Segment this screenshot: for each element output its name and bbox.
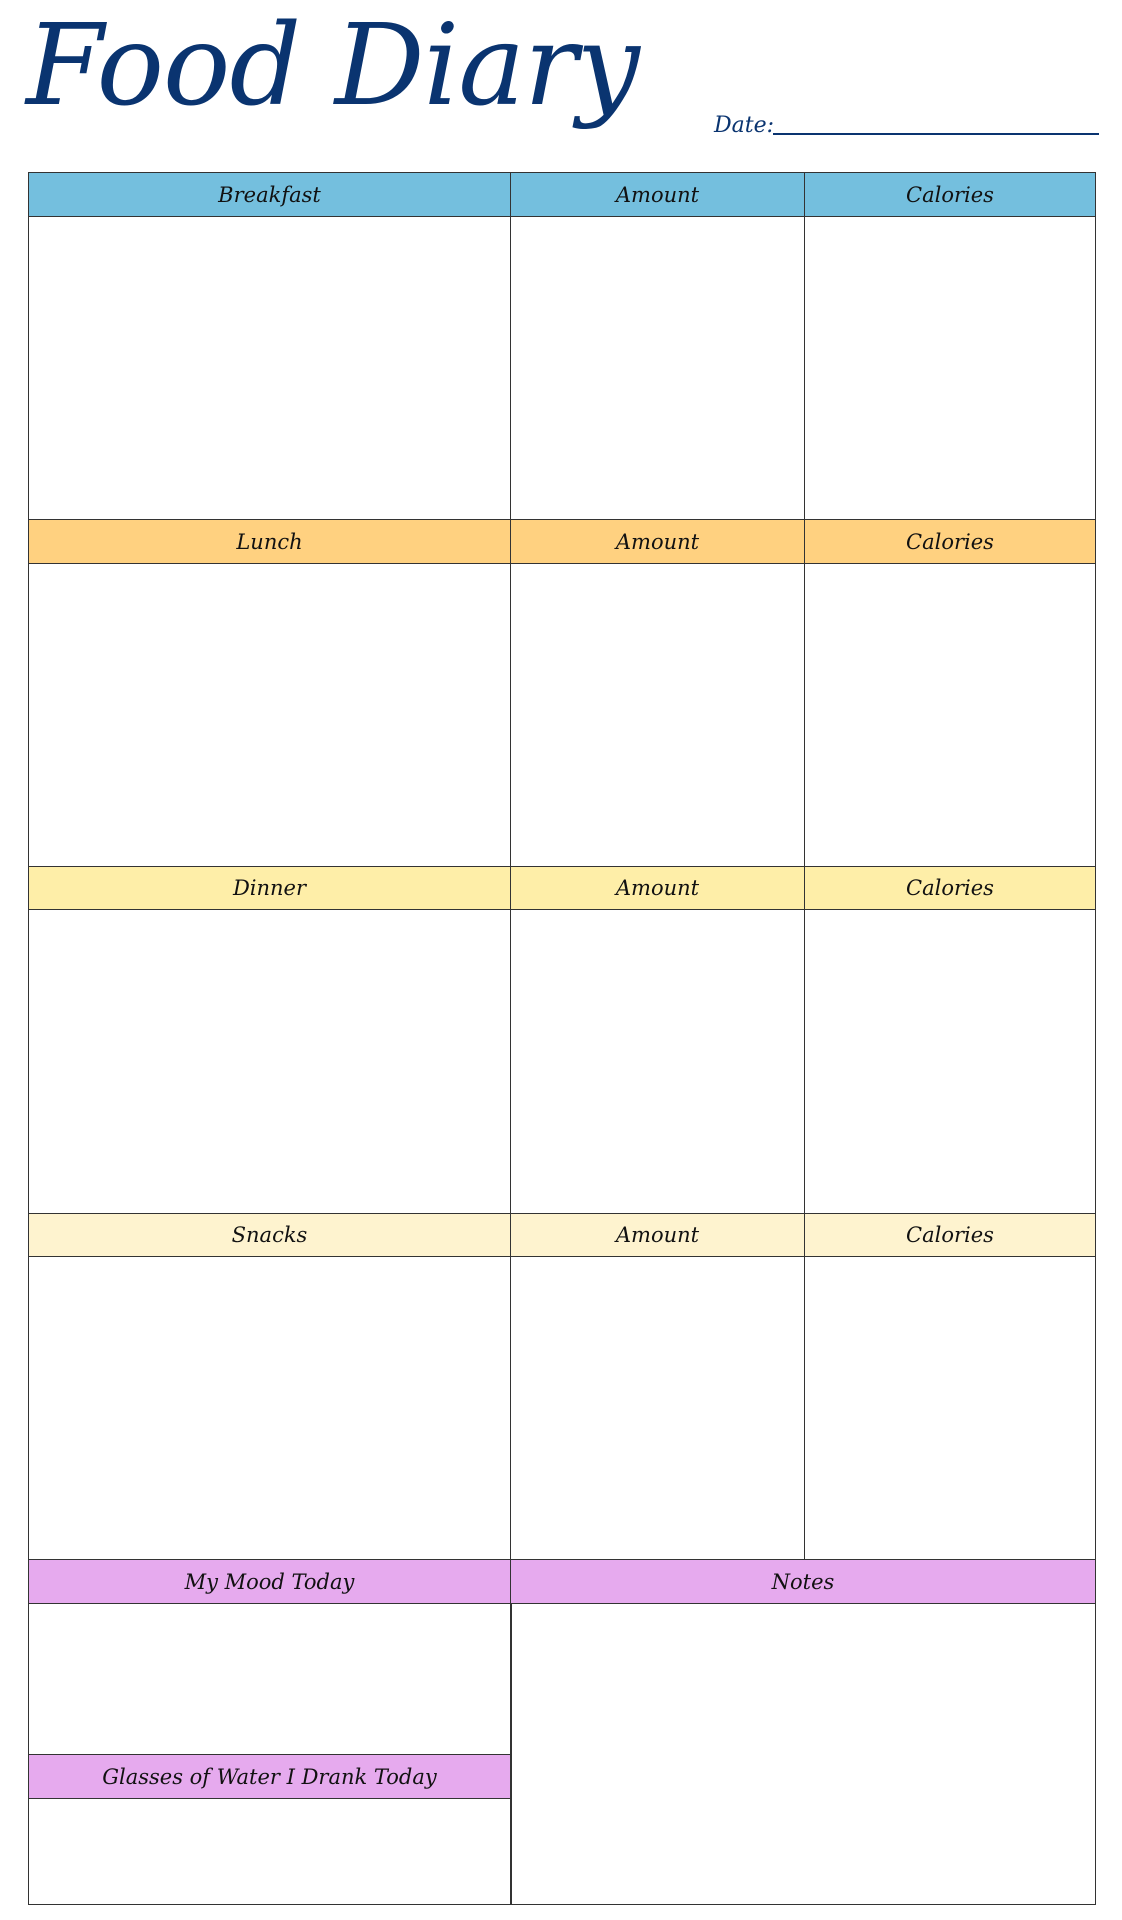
snacks-amount-cell[interactable] (511, 1257, 805, 1559)
notes-header: Notes (511, 1559, 1095, 1604)
dinner-food-cell[interactable] (29, 910, 511, 1213)
date-label: Date: (714, 113, 775, 138)
dinner-calories-cell[interactable] (805, 910, 1095, 1213)
dinner-amount-header: Amount (511, 866, 805, 910)
snacks-header: Snacks (29, 1213, 511, 1257)
page-title: Food Diary (26, 1, 639, 131)
diary-table (28, 172, 1096, 1905)
date-field[interactable] (714, 106, 1099, 140)
breakfast-food-cell[interactable] (29, 217, 511, 519)
dinner-header: Dinner (29, 866, 511, 910)
lunch-calories-header: Calories (805, 519, 1095, 564)
notes-cell[interactable] (511, 1604, 1095, 1904)
snacks-amount-header: Amount (511, 1213, 805, 1257)
breakfast-calories-cell[interactable] (805, 217, 1095, 519)
breakfast-calories-header: Calories (805, 173, 1095, 217)
breakfast-amount-cell[interactable] (511, 217, 805, 519)
date-line[interactable] (773, 133, 1099, 135)
snacks-food-cell[interactable] (29, 1257, 511, 1559)
lunch-calories-cell[interactable] (805, 564, 1095, 866)
snacks-calories-header: Calories (805, 1213, 1095, 1257)
dinner-calories-header: Calories (805, 866, 1095, 910)
water-header: Glasses of Water I Drank Today (29, 1754, 511, 1799)
lunch-amount-cell[interactable] (511, 564, 805, 866)
water-cell[interactable] (29, 1799, 511, 1904)
dinner-amount-cell[interactable] (511, 910, 805, 1213)
snacks-calories-cell[interactable] (805, 1257, 1095, 1559)
lunch-food-cell[interactable] (29, 564, 511, 866)
mood-header: My Mood Today (29, 1559, 511, 1604)
breakfast-amount-header: Amount (511, 173, 805, 217)
lunch-header: Lunch (29, 519, 511, 564)
mood-cell[interactable] (29, 1604, 511, 1754)
breakfast-header: Breakfast (29, 173, 511, 217)
lunch-amount-header: Amount (511, 519, 805, 564)
